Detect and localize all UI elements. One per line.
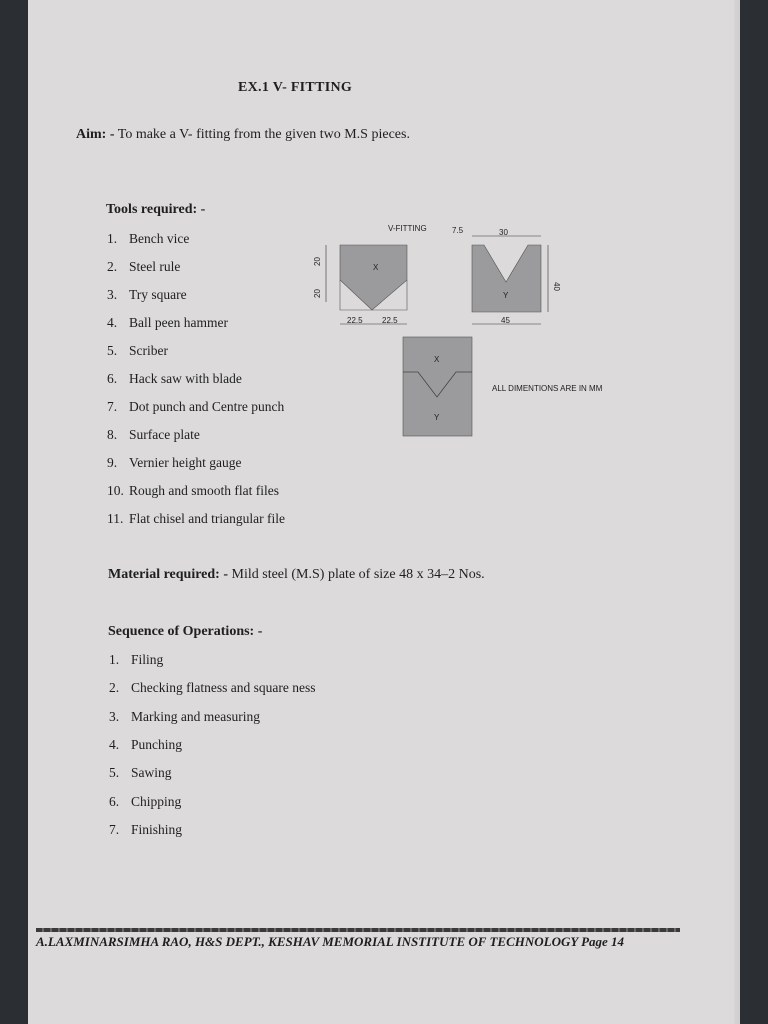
tool-item-text: Scriber	[129, 343, 168, 358]
tool-item-number: 4.	[107, 315, 118, 330]
operation-item-text: Chipping	[131, 793, 182, 809]
operation-item-text: Finishing	[131, 821, 183, 837]
tool-item-text: Rough and smooth flat files	[129, 483, 279, 498]
material-text: Mild steel (M.S) plate of size 48 x 34–2 Nos.	[231, 567, 485, 582]
aim-label: Aim: -	[76, 127, 115, 142]
operation-item-number: 4.	[109, 736, 120, 752]
dim-22-5-b: 22.5	[382, 316, 398, 325]
label-y-assembly: Y	[434, 413, 440, 422]
operation-item-text: Punching	[131, 736, 183, 752]
page-number: Page 14	[581, 934, 625, 949]
footer	[36, 934, 624, 950]
footer-rule	[36, 928, 680, 932]
tool-item-text: Vernier height gauge	[129, 455, 242, 470]
tool-item-number: 6.	[107, 371, 118, 386]
piece-y-view	[472, 245, 541, 312]
operation-item-text: Sawing	[131, 765, 172, 781]
diagram-caption: V-FITTING	[388, 224, 427, 233]
operation-item-text: Checking flatness and square ness	[131, 680, 316, 696]
sequence-heading: Sequence of Operations: -	[108, 624, 263, 639]
operation-item-number: 2.	[109, 680, 120, 696]
label-x-assembly: X	[434, 355, 440, 364]
tool-item-text: Hack saw with blade	[129, 371, 242, 386]
tool-item-number: 11.	[107, 511, 124, 526]
operation-item-text: Filing	[131, 652, 164, 667]
operation-item-number: 6.	[109, 793, 120, 809]
operation-item-text: Marking and measuring	[131, 708, 260, 724]
tool-item-number: 1.	[107, 231, 118, 246]
exercise-title: EX.1 V- FITTING	[238, 80, 353, 95]
tool-item-text: Surface plate	[129, 427, 200, 442]
footer-author: A.LAXMINARSIMHA RAO, H&S DEPT., KESHAV MEMORIAL INSTITUTE OF TECHNOLOGY	[36, 934, 578, 949]
dim-20-b: 20	[313, 289, 322, 298]
tool-item-text: Try square	[129, 287, 187, 302]
dim-7-5: 7.5	[452, 226, 464, 235]
dim-20-a: 20	[313, 257, 322, 266]
tool-item-number: 7.	[107, 399, 118, 414]
operation-item-number: 5.	[109, 765, 120, 781]
tools-heading: Tools required: -	[106, 202, 206, 217]
label-y-right: Y	[503, 291, 509, 300]
operation-item-number: 3.	[109, 708, 120, 724]
tool-item-text: Bench vice	[129, 231, 190, 246]
operation-item-number: 1.	[109, 652, 120, 667]
tool-item-number: 3.	[107, 287, 118, 302]
tool-item-text: Dot punch and Centre punch	[129, 399, 285, 414]
tool-item-text: Flat chisel and triangular file	[129, 511, 285, 526]
tool-item-number: 9.	[107, 455, 118, 470]
aim-text: To make a V- fitting from the given two M.S pieces.	[117, 127, 410, 142]
label-x-left: X	[373, 263, 379, 272]
tool-item-number: 2.	[107, 259, 118, 274]
material-label: Material required: -	[108, 567, 229, 582]
tool-item-text: Ball peen hammer	[129, 315, 228, 330]
operation-item-number: 7.	[109, 821, 120, 837]
dim-30: 30	[499, 228, 508, 237]
dim-45: 45	[501, 316, 510, 325]
dimensions-note: ALL DIMENTIONS ARE IN MM	[492, 384, 603, 393]
tool-item-number: 8.	[107, 427, 118, 442]
tool-item-number: 10.	[107, 483, 124, 498]
dim-22-5-a: 22.5	[347, 316, 363, 325]
tool-item-number: 5.	[107, 343, 118, 358]
dim-40: 40	[552, 282, 561, 291]
tool-item-text: Steel rule	[129, 259, 181, 274]
piece-x-top-view	[340, 245, 407, 310]
